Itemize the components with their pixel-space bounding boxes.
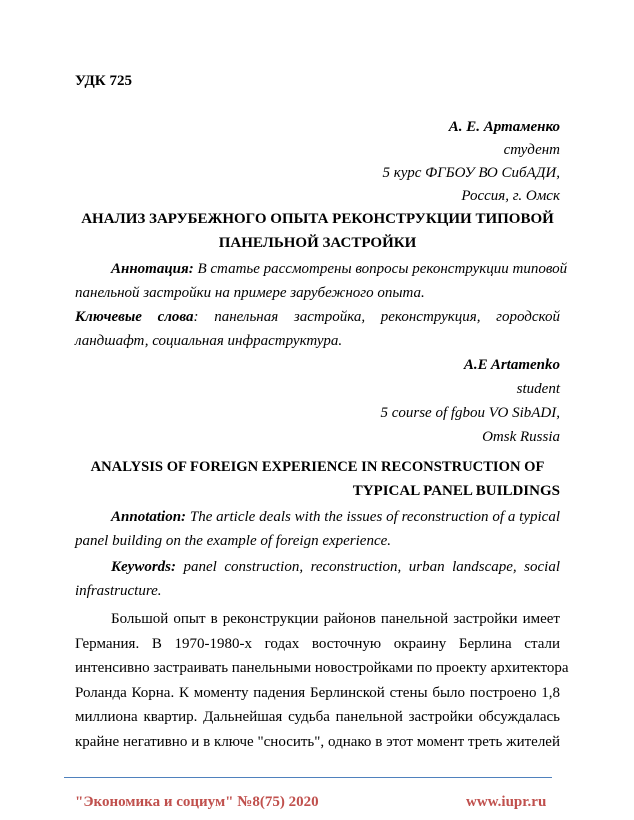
author-role-ru: студент	[503, 142, 560, 158]
body-line: Роланда Корна. К моменту падения Берлинской стены было построено 1,8	[75, 684, 560, 701]
keywords-en-label: Keywords:	[111, 559, 176, 575]
keywords-en-line-2: infrastructure.	[75, 583, 162, 599]
author-name-ru: А. Е. Артаменко	[448, 119, 560, 135]
author-affiliation-ru: 5 курс ФГБОУ ВО СибАДИ,	[382, 165, 560, 181]
body-line: крайне негативно и в ключе "сносить", однако в этот момент треть жителей	[75, 733, 560, 750]
footer-divider	[64, 777, 552, 778]
author-role-en: student	[516, 381, 560, 397]
author-name-en: A.E Artamenko	[463, 357, 560, 373]
abstract-ru-label: Аннотация:	[111, 261, 194, 277]
author-location-en: Omsk Russia	[482, 429, 560, 445]
author-location-ru: Россия, г. Омск	[461, 188, 560, 204]
udk-code: УДК 725	[75, 73, 132, 89]
body-line: Германия. В 1970-1980-х годах восточную окраину Берлина стали	[75, 635, 560, 652]
body-line: Большой опыт в реконструкции районов панельной застройки имеет	[111, 611, 560, 627]
keywords-ru-text-1: : панельная застройка, реконструкция, городской	[193, 309, 560, 325]
abstract-ru-text-1: В статье рассмотрены вопросы реконструкции типовой	[193, 261, 568, 277]
title-en-line-1: ANALYSIS OF FOREIGN EXPERIENCE IN RECONSTRUCTION OF	[90, 459, 545, 475]
abstract-en-line-2: panel building on the example of foreign experience.	[75, 533, 392, 549]
body-line: миллиона квартир. Дальнейшая судьба панельной застройки обсуждалась	[75, 709, 560, 725]
keywords-en-text-1: panel construction, reconstruction, urban landscape, social	[176, 559, 560, 575]
abstract-en-text-1: The article deals with the issues of reconstruction of a typical	[186, 509, 560, 525]
keywords-en-line-1	[75, 560, 560, 575]
title-en-line-2: TYPICAL PANEL BUILDINGS	[352, 483, 560, 499]
keywords-ru-line-2: ландшафт, социальная инфраструктура.	[75, 333, 343, 349]
abstract-ru-line-1	[75, 261, 568, 277]
body-line: интенсивно застраивать панельными новостройками по проекту архитектора	[75, 660, 569, 676]
footer-site-link[interactable]: www.iupr.ru	[466, 794, 547, 810]
abstract-ru-line-2: панельной застройки на примере зарубежного опыта.	[75, 285, 425, 301]
title-ru-line-1: АНАЛИЗ ЗАРУБЕЖНОГО ОПЫТА РЕКОНСТРУКЦИИ ТИПОВОЙ	[81, 211, 554, 227]
keywords-ru-line-1	[75, 310, 560, 325]
footer-journal: "Экономика и социум" №8(75) 2020	[75, 794, 319, 810]
author-affiliation-en: 5 course of fgbou VO SibADI,	[380, 405, 560, 421]
abstract-en-line-1	[75, 510, 560, 525]
title-ru-line-2: ПАНЕЛЬНОЙ ЗАСТРОЙКИ	[218, 235, 417, 251]
abstract-en-label: Annotation:	[111, 509, 187, 525]
keywords-ru-label: Ключевые слова	[75, 309, 194, 325]
